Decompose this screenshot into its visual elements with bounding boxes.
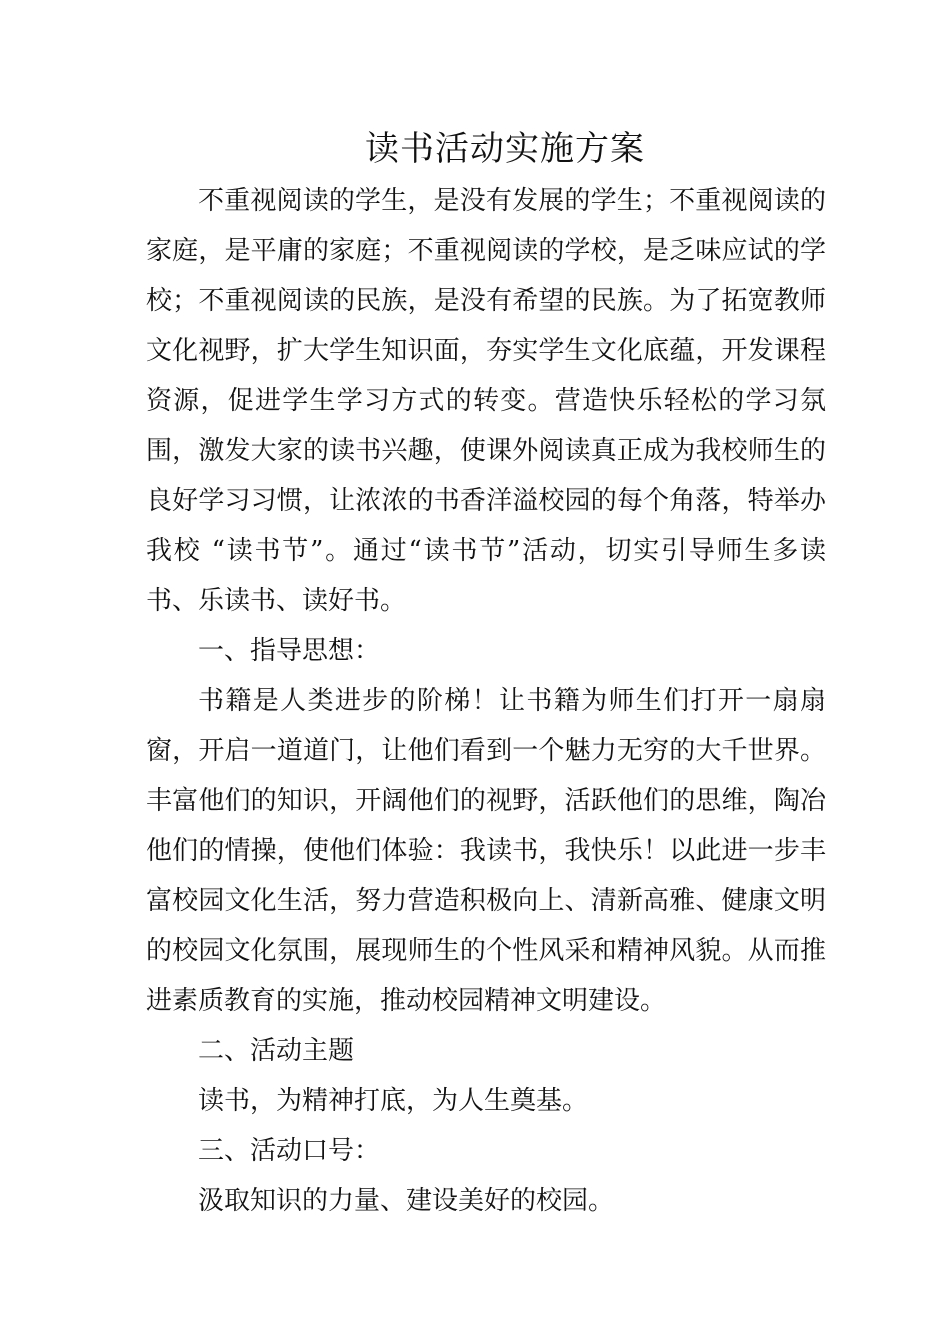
section2-paragraph: 读书，为精神打底，为人生奠基。 [198,1086,589,1116]
section3-paragraph: 汲取知识的力量、建设美好的校园。 [198,1186,615,1216]
section2-heading: 二、活动主题 [198,1036,355,1066]
section1-paragraph: 书籍是人类进步的阶梯！让书籍为师生们打开一扇扇窗，开启一道道门，让他们看到一个魅力无穷的大千世界。丰富他们的知识，开阔他们的视野，活跃他们的思维，陶冶他们的情操，使他们体验：我读书，我快乐！以此进一步丰富校园文化生活，努力营造积极向上、清新高雅、健康文明的校园文化氛围，展现师生的个性风采和精神风貌。从而推进素质教育的实施，推动校园精神文明建设。 [146,686,826,1016]
section3-heading: 三、活动口号： [198,1136,381,1166]
document-title: 读书活动实施方案 [365,129,645,169]
document-body [146,176,826,1226]
intro-paragraph: 不重视阅读的学生，是没有发展的学生；不重视阅读的家庭，是平庸的家庭；不重视阅读的学校，是乏味应试的学校；不重视阅读的民族，是没有希望的民族。为了拓宽教师文化视野，扩大学生知识面，夯实学生文化底蕴，开发课程资源，促进学生学习方式的转变。营造快乐轻松的学习氛围，激发大家的读书兴趣，使课外阅读真正成为我校师生的良好学习习惯，让浓浓的书香洋溢校园的每个角落，特举办我校 “读书节”。通过“读书节”活动，切实引导师生多读书、乐读书、读好书。 [146,186,826,616]
section1-heading: 一、指导思想： [198,636,381,666]
